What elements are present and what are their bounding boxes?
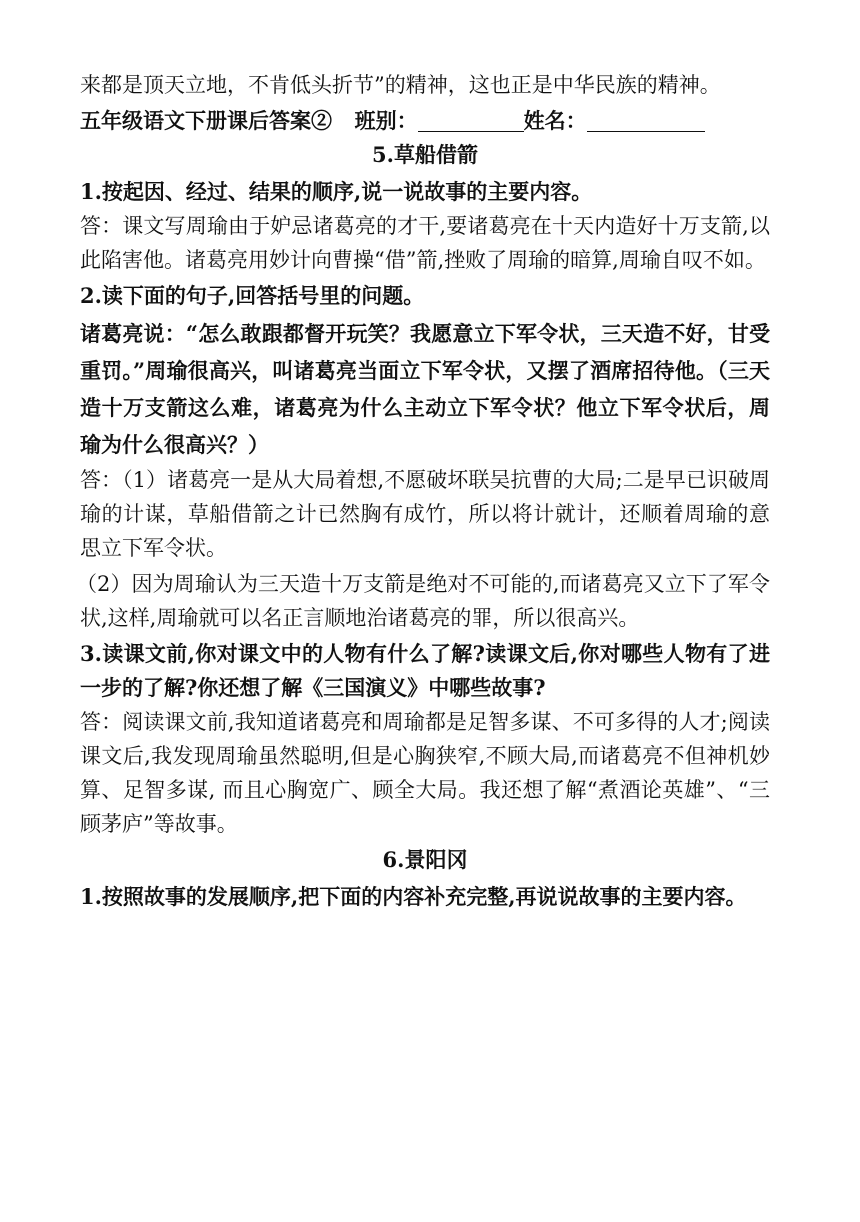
section-5-answer-2-part-2: （2）因为周瑜认为三天造十万支箭是绝对不可能的,而诸葛亮又立下了军令状,这样,周瑜就可以名正言顺地治诸葛亮的罪，所以很高兴。 — [76, 572, 770, 630]
section-5-title: 5.草船借箭 — [372, 142, 478, 167]
worksheet-header — [80, 104, 770, 138]
name-blank[interactable] — [587, 107, 705, 132]
class-blank[interactable] — [418, 107, 524, 132]
section-6-title: 6.景阳冈 — [382, 847, 468, 872]
section-5-question-3: 3.读课文前,你对课文中的人物有什么了解?读课文后,你对哪些人物有了进一步的了解?你还想了解《三国演义》中哪些故事? — [80, 641, 770, 700]
class-label: 班别： — [354, 108, 418, 133]
section-5-answer-1: 答：课文写周瑜由于妒忌诸葛亮的才干,要诸葛亮在十天内造好十万支箭,以此陷害他。诸葛亮用妙计向曹操“借”箭,挫败了周瑜的暗算,周瑜自叹不如。 — [80, 214, 770, 272]
section-5-question-1: 1.按起因、经过、结果的顺序,说一说故事的主要内容。 — [80, 179, 593, 204]
section-6-question-1: 1.按照故事的发展顺序,把下面的内容补充完整,再说说故事的主要内容。 — [80, 884, 747, 909]
section-5-question-2: 2.读下面的句子,回答括号里的问题。 — [80, 283, 425, 308]
section-5-answer-3: 答：阅读课文前,我知道诸葛亮和周瑜都是足智多谋、不可多得的人才;阅读课文后,我发现周瑜虽然聪明,但是心胸狭窄,不顾大局,而诸葛亮不但神机妙算、足智多谋, 而且心胸宽广、顾全大局。我还想了解“煮酒论英雄”、“三顾茅庐”等故事。 — [80, 710, 770, 836]
lead-paragraph: 来都是顶天立地，不肯低头折节”的精神，这也正是中华民族的精神。 — [80, 73, 721, 97]
name-label: 姓名： — [523, 108, 587, 133]
section-5-quote: 诸葛亮说：“怎么敢跟都督开玩笑？我愿意立下军令状，三天造不好，甘受重罚。”周瑜很高兴，叫诸葛亮当面立下军令状，又摆了酒席招待他。（三天造十万支箭这么难，诸葛亮为什么主动立下军令状？他立下军令状后，周瑜为什么很高兴？） — [80, 321, 770, 457]
section-5-answer-2-part-1: 答：（1）诸葛亮一是从大局着想,不愿破坏联吴抗曹的大局;二是早已识破周瑜的计谋，草船借箭之计已然胸有成竹，所以将计就计，还顺着周瑜的意思立下军令状。 — [80, 468, 770, 560]
document-page — [76, 68, 770, 914]
worksheet-title: 五年级语文下册课后答案② — [80, 108, 332, 133]
